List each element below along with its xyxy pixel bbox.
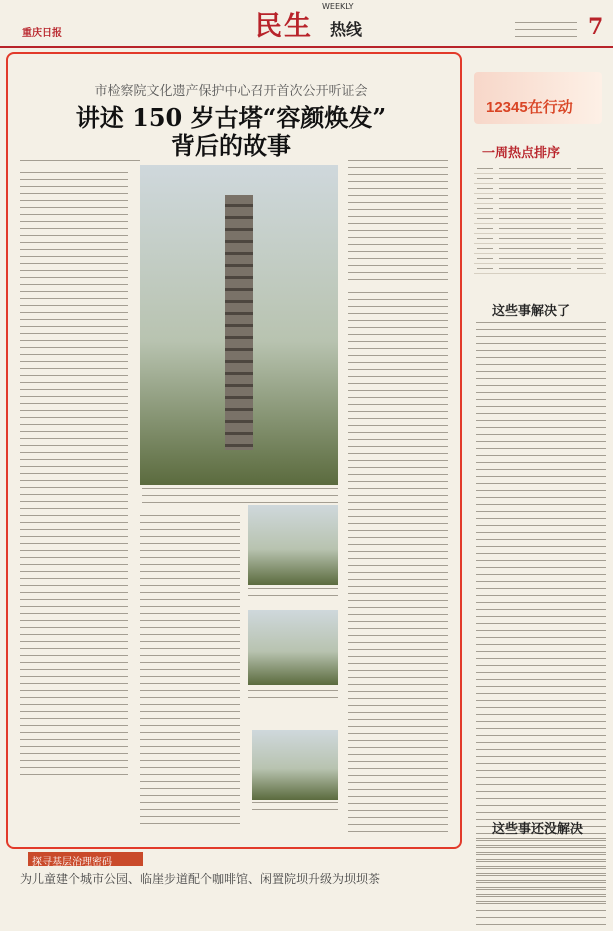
banner-title: 12345在行动 xyxy=(486,99,573,116)
lead-kicker: 市检察院文化遗产保护中心召开首次公开听证会 xyxy=(94,84,368,99)
hot-list-table xyxy=(474,164,606,274)
hearing-caption-3 xyxy=(252,802,338,816)
hearing-photo-3 xyxy=(252,730,338,800)
bottom-section-label-text: 探寻基层治理密码 xyxy=(32,857,112,868)
hearing-caption-1 xyxy=(248,588,338,602)
pending-title: 这些事还没解决 xyxy=(492,822,584,837)
lead-col-3b xyxy=(348,292,448,838)
hearing-caption-2 xyxy=(248,690,338,704)
hearing-photo-2 xyxy=(248,610,338,685)
pagoda-shape xyxy=(225,195,253,450)
right-column xyxy=(462,52,613,885)
bottom-kicker: 为儿童建个城市公园、临崖步道配个咖啡馆、闲置院坝升级为坝坝茶 xyxy=(20,872,381,886)
paper-logo: 重庆日报 xyxy=(22,28,62,39)
section-subtitle: 热线 xyxy=(330,20,363,39)
page-number: 7 xyxy=(588,14,604,40)
masthead-meta xyxy=(515,22,577,43)
lead-col-1 xyxy=(20,172,128,781)
lead-headline-2: 背后的故事 xyxy=(171,131,291,160)
hot-list-title: 一周热点排序 xyxy=(482,146,561,161)
pending-items xyxy=(476,838,606,908)
pagoda-photo xyxy=(140,165,338,485)
solved-title: 这些事解决了 xyxy=(492,304,571,319)
banner-12345 xyxy=(474,72,602,124)
lead-col-3a xyxy=(348,160,448,286)
hearing-photo-1 xyxy=(248,505,338,585)
lead-col-2a xyxy=(140,515,240,830)
section-title: 民生 xyxy=(255,11,313,42)
lead-headline-1: 讲述 150 岁古塔“容颜焕发” xyxy=(75,103,387,132)
section-en: WEEKLY xyxy=(322,2,354,11)
